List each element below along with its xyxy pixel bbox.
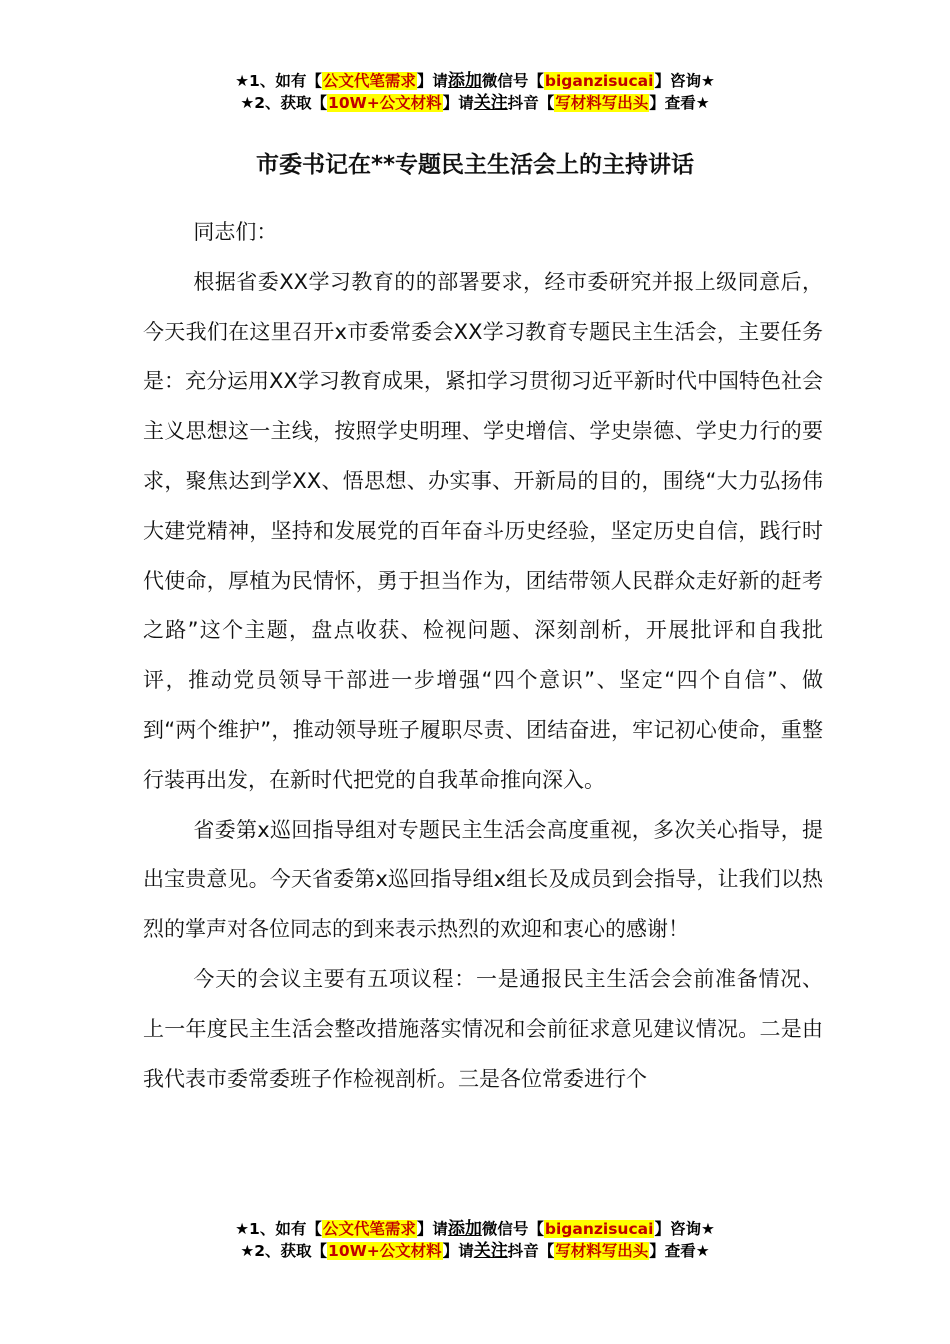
document-body	[143, 208, 823, 1104]
promo-highlight: 写材料写出头	[555, 1242, 649, 1260]
promo-highlight: biganzisucai	[544, 72, 654, 90]
paragraph: 今天的会议主要有五项议程：一是通报民主生活会会前准备情况、上一年度民主生活会整改措施落实情况和会前征求意见建议情况。二是由我代表市委常委班子作检视剖析。三是各位常委进行个	[143, 966, 823, 1091]
promo-banner-bottom	[0, 1218, 950, 1262]
promo-line-1: ★1、如有【公文代笔需求】请添加微信号【biganzisucai】咨询★	[235, 71, 715, 91]
paragraph: 根据省委XX学习教育的的部署要求，经市委研究并报上级同意后，今天我们在这里召开x市委常委会XX学习教育专题民主生活会，主要任务是：充分运用XX学习教育成果，紧扣学习贯彻习近平新时代中国特色社会主义思想这一主线，按照学史明理、学史增信、学史崇德、学史力行的要求，聚焦达到学XX、悟思想、办实事、开新局的目的，围绕“大力弘扬伟大建党精神，坚持和发展党的百年奋斗历史经验，坚定历史自信，践行时代使命，厚植为民情怀，勇于担当作为，团结带领人民群众走好新的赶考之路”这个主题，盘点收获、检视问题、深刻剖析，开展批评和自我批评，推动党员领导干部进一步增强“四个意识”、坚定“四个自信”、做到“两个维护”，推动领导班子履职尽责、团结奋进，牢记初心使命，重整行装再出发，在新时代把党的自我革命推向深入。	[143, 269, 823, 792]
promo-line-1: ★1、如有【公文代笔需求】请添加微信号【biganzisucai】咨询★	[235, 1219, 715, 1239]
promo-line-2: ★2、获取【10W+公文材料】请关注抖音【写材料写出头】查看★	[240, 93, 710, 113]
paragraph-greeting: 同志们：	[193, 220, 278, 244]
promo-line-2: ★2、获取【10W+公文材料】请关注抖音【写材料写出头】查看★	[240, 1241, 710, 1261]
promo-banner-top	[0, 70, 950, 114]
promo-highlight: 10W+公文材料	[328, 1242, 442, 1260]
promo-highlight: 10W+公文材料	[328, 94, 442, 112]
promo-highlight: 公文代笔需求	[322, 1220, 416, 1238]
paragraph: 省委第x巡回指导组对专题民主生活会高度重视，多次关心指导，提出宝贵意见。今天省委第x巡回指导组x组长及成员到会指导，让我们以热烈的掌声对各位同志的到来表示热烈的欢迎和衷心的感谢！	[143, 817, 823, 942]
document-title: 市委书记在**专题民主生活会上的主持讲话	[255, 152, 695, 178]
promo-highlight: 写材料写出头	[555, 94, 649, 112]
promo-highlight: 公文代笔需求	[322, 72, 416, 90]
promo-highlight: biganzisucai	[544, 1220, 654, 1238]
